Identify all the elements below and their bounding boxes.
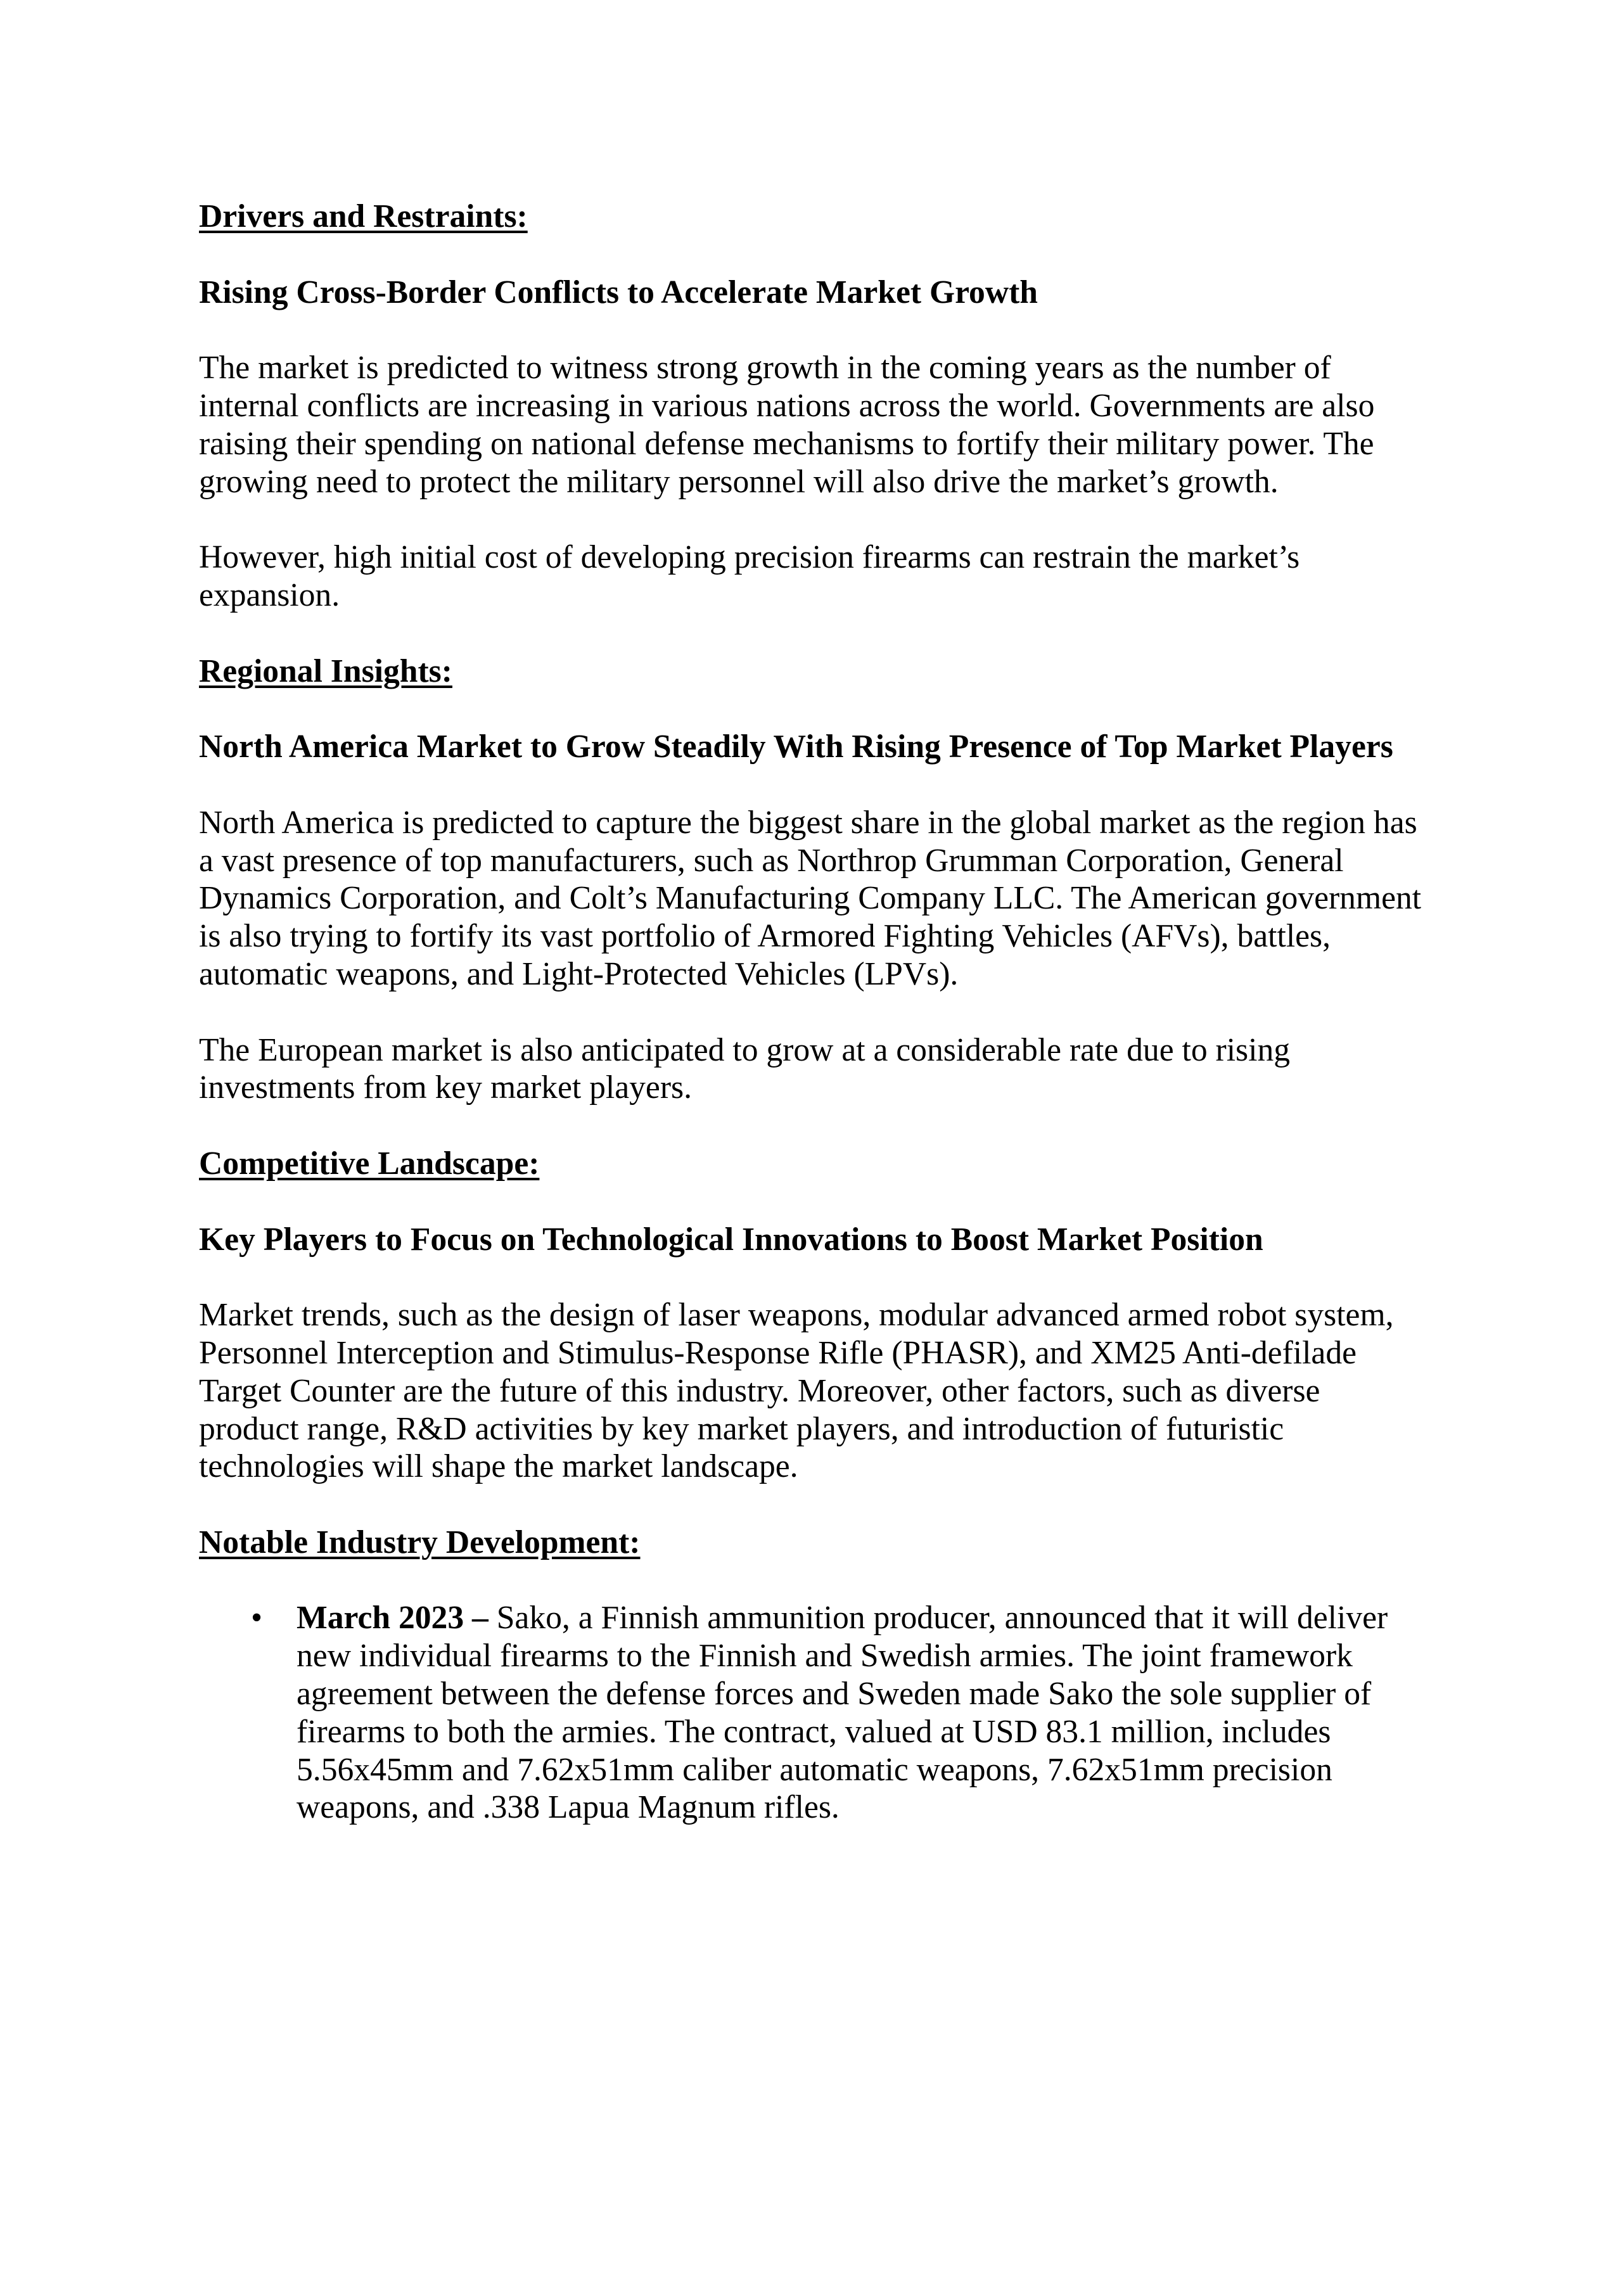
spacer [199,1258,1441,1296]
spacer [199,501,1441,539]
paragraph-line: Market trends, such as the design of laser weapons, modular advanced armed robot system, [199,1297,1394,1334]
section [199,1524,1441,1827]
paragraph-line: The market is predicted to witness strong growth in the coming years as the number of [199,350,1331,386]
spacer [199,766,1441,804]
spacer [199,1107,1441,1145]
paragraph-line: is also trying to fortify its vast portfolio of Armored Fighting Vehicles (AFVs), battles, [199,918,1331,955]
bullet-first-line [297,1599,1441,1637]
bullet-line: 5.56x45mm and 7.62x51mm caliber automatic weapons, 7.62x51mm precision [297,1751,1332,1788]
bullet-line: firearms to both the armies. The contract, valued at USD 83.1 million, includes [297,1713,1331,1750]
section-title: Notable Industry Development: [199,1524,641,1560]
paragraph-line: Target Counter are the future of this industry. Moreover, other factors, such as diverse [199,1372,1320,1409]
paragraph-line: internal conflicts are increasing in various nations across the world. Governments are also [199,387,1375,424]
paragraph-line: product range, R&D activities by key market players, and introduction of futuristic [199,1410,1284,1447]
section-title: Drivers and Restraints: [199,198,528,234]
paragraph [199,804,1441,993]
subheading: Key Players to Focus on Technological Innovations to Boost Market Position [199,1221,1263,1258]
bullet-line: weapons, and .338 Lapua Magnum rifles. [297,1789,840,1826]
document-page [199,198,1441,1827]
bullet-line: agreement between the defense forces and Sweden made Sako the sole supplier of [297,1676,1372,1712]
paragraph [199,1296,1441,1486]
section [199,653,1441,1145]
paragraph-line: growing need to protect the military personnel will also drive the market’s growth. [199,463,1279,500]
paragraph-line: technologies will shape the market landscape. [199,1448,798,1485]
bullet-list-item [199,1599,1441,1827]
spacer [199,690,1441,728]
paragraph-line: raising their spending on national defense mechanisms to fortify their military power. The [199,425,1374,462]
spacer [199,1486,1441,1524]
subheading: North America Market to Grow Steadily With Rising Presence of Top Market Players [199,729,1393,765]
section [199,1145,1441,1524]
paragraph-line: The European market is also anticipated to grow at a considerable rate due to rising [199,1031,1291,1068]
section-title: Competitive Landscape: [199,1145,540,1182]
spacer [199,236,1441,274]
paragraph-line: However, high initial cost of developing precision firearms can restrain the market’s [199,539,1300,576]
spacer [199,311,1441,349]
spacer [199,615,1441,653]
bullet-date: March 2023 – [297,1600,489,1636]
bullet-line: new individual firearms to the Finnish and Swedish armies. The joint framework [297,1638,1353,1674]
section-title: Regional Insights: [199,653,452,689]
paragraph-line: Dynamics Corporation, and Colt’s Manufacturing Company LLC. The American government [199,880,1422,917]
spacer [199,1183,1441,1221]
paragraph-line: investments from key market players. [199,1069,692,1106]
spacer [199,1562,1441,1600]
spacer [199,993,1441,1031]
paragraph [199,349,1441,501]
subheading: Rising Cross-Border Conflicts to Accelerate Market Growth [199,274,1038,310]
paragraph [199,1031,1441,1107]
paragraph-line: North America is predicted to capture the biggest share in the global market as the region has [199,804,1417,841]
bullet-icon: • [251,1600,263,1636]
paragraph [199,539,1441,615]
paragraph-line: expansion. [199,577,340,613]
bullet-text: Sako, a Finnish ammunition producer, announced that it will deliver [488,1600,1388,1636]
paragraph-line: a vast presence of top manufacturers, such as Northrop Grumman Corporation, General [199,842,1344,879]
section [199,198,1441,653]
paragraph-line: automatic weapons, and Light-Protected Vehicles (LPVs). [199,955,959,992]
paragraph-line: Personnel Interception and Stimulus-Response Rifle (PHASR), and XM25 Anti-defilade [199,1334,1357,1371]
